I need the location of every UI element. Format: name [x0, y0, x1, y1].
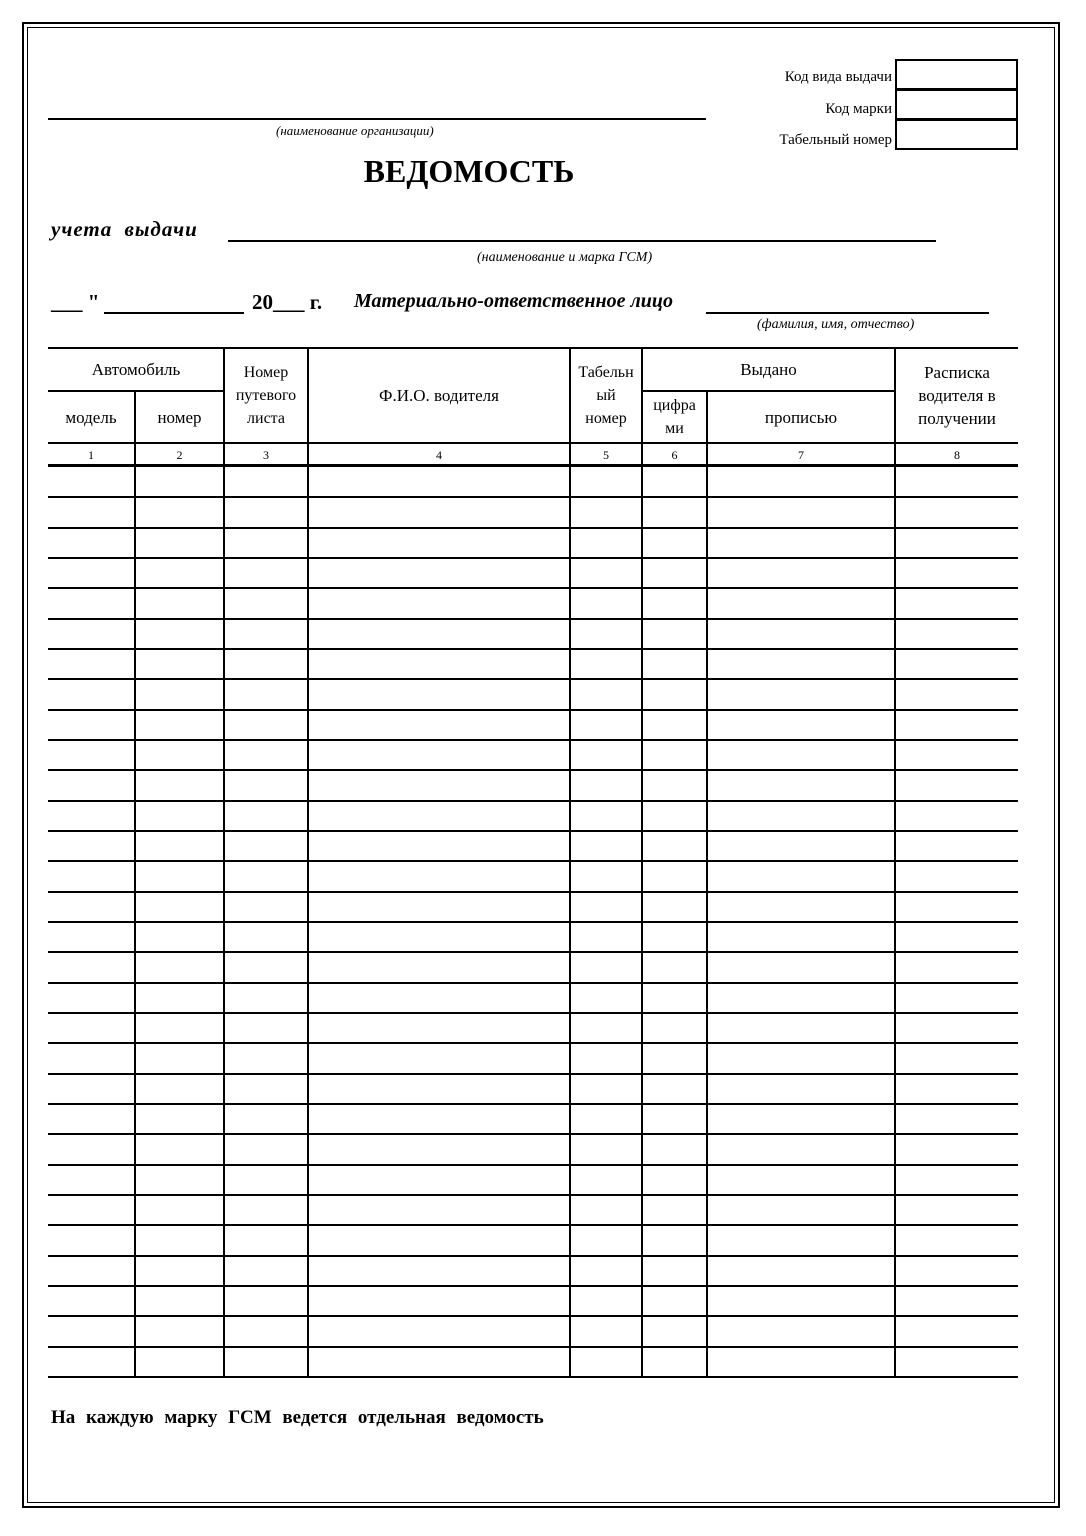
table-row-line: [48, 1042, 1018, 1044]
table-row-line: [48, 1012, 1018, 1014]
table-row-line: [48, 1103, 1018, 1105]
table-row-line: [48, 1346, 1018, 1348]
table-row-line: [48, 587, 1018, 589]
table-row-line: [48, 557, 1018, 559]
code-issue-type-label: Код вида выдачи: [784, 69, 892, 85]
table-row-line: [48, 1315, 1018, 1317]
subtitle-label: учета выдачи: [51, 217, 198, 241]
header-model: модель: [65, 407, 117, 427]
table-row-line: [48, 527, 1018, 529]
table-row-line: [48, 618, 1018, 620]
table-row-line: [48, 648, 1018, 650]
table-row-line: [48, 1194, 1018, 1196]
org-name-line[interactable]: [48, 118, 706, 120]
table-row-line: [48, 496, 1018, 498]
gsm-caption: (наименование и марка ГСМ): [477, 250, 653, 265]
gsm-name-line[interactable]: [228, 240, 936, 242]
table-row-line: [48, 678, 1018, 680]
vline-2: [134, 390, 136, 1378]
header-in-words: прописью: [764, 407, 838, 427]
col-number: 8: [954, 447, 960, 462]
col-number: 7: [798, 447, 804, 462]
table-row-line: [48, 1224, 1018, 1226]
vline-7: [706, 390, 708, 1378]
org-caption: (наименование организации): [276, 123, 434, 138]
table-row-line: [48, 1164, 1018, 1166]
table-row-line: [48, 830, 1018, 832]
date-year: 20___ г.: [252, 290, 323, 314]
date-month-line[interactable]: [104, 312, 244, 314]
col-number: 5: [603, 447, 609, 462]
table-row-line: [48, 1073, 1018, 1075]
table-row-line: [48, 951, 1018, 953]
date-day: ___ ": [51, 290, 100, 314]
table-row-line: [48, 709, 1018, 711]
header-waybill: Номер путевого листа: [235, 364, 297, 427]
table-row-line: [48, 1285, 1018, 1287]
page-border-inner: [27, 27, 1055, 1503]
table-row-line: [48, 1255, 1018, 1257]
header-issued: Выдано: [740, 360, 797, 379]
col-number: 3: [263, 447, 269, 462]
code-brand-field[interactable]: [895, 89, 1018, 120]
table-row-line: [48, 921, 1018, 923]
header-bottom-border: [48, 442, 1018, 444]
code-personnel-label: Табельный номер: [779, 132, 892, 148]
header-driver-receipt: Расписка водителя в получении: [918, 363, 996, 428]
col-number: 2: [176, 447, 183, 462]
page-title: ВЕДОМОСТЬ: [363, 153, 575, 189]
code-issue-type-field[interactable]: [895, 59, 1018, 90]
header-personnel-number: Табельн ый номер: [578, 364, 634, 427]
col-number: 1: [88, 447, 94, 462]
table-row-line: [48, 769, 1018, 771]
header-driver-name: Ф.И.О. водителя: [379, 386, 499, 405]
header-car-number: номер: [157, 407, 202, 427]
responsible-label: Материально-ответственное лицо: [354, 290, 673, 312]
header-automobile: Автомобиль: [91, 360, 181, 379]
table-row-line: [48, 739, 1018, 741]
table-row-line: [48, 891, 1018, 893]
header-in-digits: цифра ми: [653, 397, 696, 437]
table-row-line: [48, 860, 1018, 862]
responsible-name-line[interactable]: [706, 312, 989, 314]
col-number: 6: [671, 447, 678, 462]
table-row-line: [48, 982, 1018, 984]
table-row-line: [48, 1376, 1018, 1378]
code-personnel-field[interactable]: [895, 119, 1018, 150]
fio-caption: (фамилия, имя, отчество): [757, 317, 915, 332]
table-row-line: [48, 800, 1018, 802]
code-brand-label: Код марки: [825, 101, 892, 117]
table-row-line: [48, 1133, 1018, 1135]
col-number: 4: [436, 447, 442, 462]
footer-note: На каждую марку ГСМ ведется отдельная ведомость: [51, 1407, 544, 1428]
